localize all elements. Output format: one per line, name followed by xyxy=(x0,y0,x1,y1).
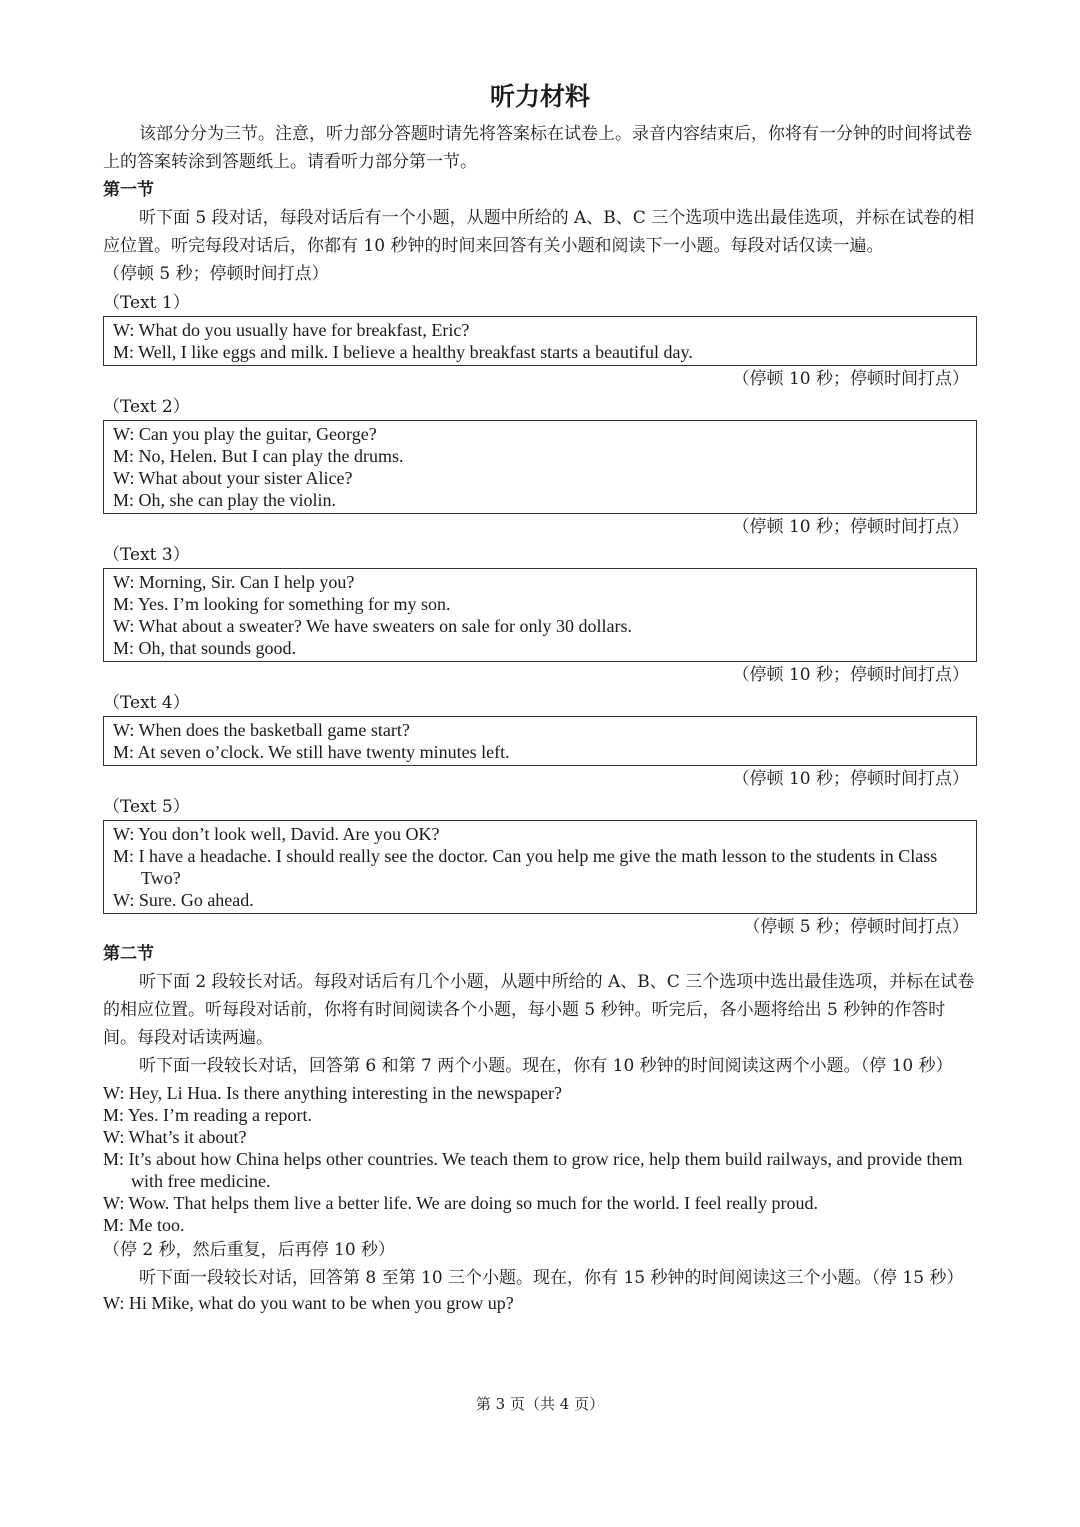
dialog-line: M: Oh, that sounds good. xyxy=(113,638,297,658)
text1-pause: （停顿 10 秒；停顿时间打点） xyxy=(732,369,969,389)
dialog-line: M: No, Helen. But I can play the drums. xyxy=(113,446,404,466)
text3-pause: （停顿 10 秒；停顿时间打点） xyxy=(732,665,969,685)
text2-label: （Text 2） xyxy=(103,397,190,417)
text1-label: （Text 1） xyxy=(103,293,190,313)
dialog-line: M: Well, I like eggs and milk. I believe a healthy breakfast starts a beautiful day. xyxy=(113,342,693,362)
dialog-line: W: Wow. That helps them live a better life. We are doing so much for the world. I feel really proud. xyxy=(103,1193,819,1213)
dialog2-intro: 听下面一段较长对话，回答第 8 至第 10 三个小题。现在，你有 15 秒钟的时间阅读这三个小题。（停 15 秒） xyxy=(139,1268,964,1288)
dialog1-intro: 听下面一段较长对话，回答第 6 和第 7 两个小题。现在，你有 10 秒钟的时间阅读这两个小题。（停 10 秒） xyxy=(139,1056,953,1076)
text2-pause: （停顿 10 秒；停顿时间打点） xyxy=(732,517,969,537)
dialog-line: W: What’s it about? xyxy=(103,1127,247,1147)
dialog-line: W: When does the basketball game start? xyxy=(113,720,410,740)
dialog1-pause: （停 2 秒，然后重复，后再停 10 秒） xyxy=(103,1240,396,1260)
section2-instructions: 听下面 2 段较长对话。每段对话后有几个小题，从题中所给的 A、B、C 三个选项中选出最佳选项，并标在试卷的相应位置。听每段对话前，你将有时间阅读各个小题，每小题 5 秒钟。听完后，各小题将给出 5 秒钟的作答时间。每段对话读两遍。 xyxy=(103,972,975,1048)
section1-heading: 第一节 xyxy=(103,180,154,200)
dialog-line: M: Yes. I’m looking for something for my son. xyxy=(113,594,451,614)
text3-label: （Text 3） xyxy=(103,545,190,565)
text2-box xyxy=(103,420,977,514)
dialog2 xyxy=(103,1292,977,1314)
dialog-line: W: What do you usually have for breakfast, Eric? xyxy=(113,320,470,340)
dialog-line: M: Me too. xyxy=(103,1215,185,1235)
dialog1 xyxy=(103,1082,977,1236)
text5-pause: （停顿 5 秒；停顿时间打点） xyxy=(743,917,969,937)
dialog-line: M: It’s about how China helps other countries. We teach them to grow rice, help them build railways, and provide them with free medicine. xyxy=(103,1149,963,1191)
text4-label: （Text 4） xyxy=(103,693,190,713)
dialog-line: W: Hey, Li Hua. Is there anything interesting in the newspaper? xyxy=(103,1083,563,1103)
intro-paragraph: 该部分分为三节。注意，听力部分答题时请先将答案标在试卷上。录音内容结束后，你将有一分钟的时间将试卷上的答案转涂到答题纸上。请看听力部分第一节。 xyxy=(103,124,972,172)
dialog-line: M: Yes. I’m reading a report. xyxy=(103,1105,312,1125)
page-footer: 第 3 页（共 4 页） xyxy=(475,1395,605,1413)
page-title: 听力材料 xyxy=(489,82,590,111)
dialog-line: W: Can you play the guitar, George? xyxy=(113,424,377,444)
text4-pause: （停顿 10 秒；停顿时间打点） xyxy=(732,769,969,789)
text1-box xyxy=(103,316,977,366)
text4-box xyxy=(103,716,977,766)
dialog-line: W: Morning, Sir. Can I help you? xyxy=(113,572,355,592)
text5-label: （Text 5） xyxy=(103,797,190,817)
document-page xyxy=(103,80,977,1314)
dialog-line: M: I have a headache. I should really see the doctor. Can you help me give the math lesson to the students in Class Two? xyxy=(113,846,938,888)
section2-heading: 第二节 xyxy=(103,944,154,964)
dialog-line: M: At seven o’clock. We still have twenty minutes left. xyxy=(113,742,510,762)
dialog-line: W: Hi Mike, what do you want to be when you grow up? xyxy=(103,1293,514,1313)
dialog-line: W: Sure. Go ahead. xyxy=(113,890,254,910)
section1-pause-note: （停顿 5 秒；停顿时间打点） xyxy=(103,264,329,284)
text3-box xyxy=(103,568,977,662)
text5-box xyxy=(103,820,977,914)
section1-instructions: 听下面 5 段对话，每段对话后有一个小题，从题中所给的 A、B、C 三个选项中选出最佳选项，并标在试卷的相应位置。听完每段对话后，你都有 10 秒钟的时间来回答有关小题和阅读下一小题。每段对话仅读一遍。 xyxy=(103,208,975,256)
dialog-line: W: What about a sweater? We have sweaters on sale for only 30 dollars. xyxy=(113,616,633,636)
dialog-line: W: You don’t look well, David. Are you OK? xyxy=(113,824,440,844)
dialog-line: W: What about your sister Alice? xyxy=(113,468,353,488)
dialog-line: M: Oh, she can play the violin. xyxy=(113,490,336,510)
